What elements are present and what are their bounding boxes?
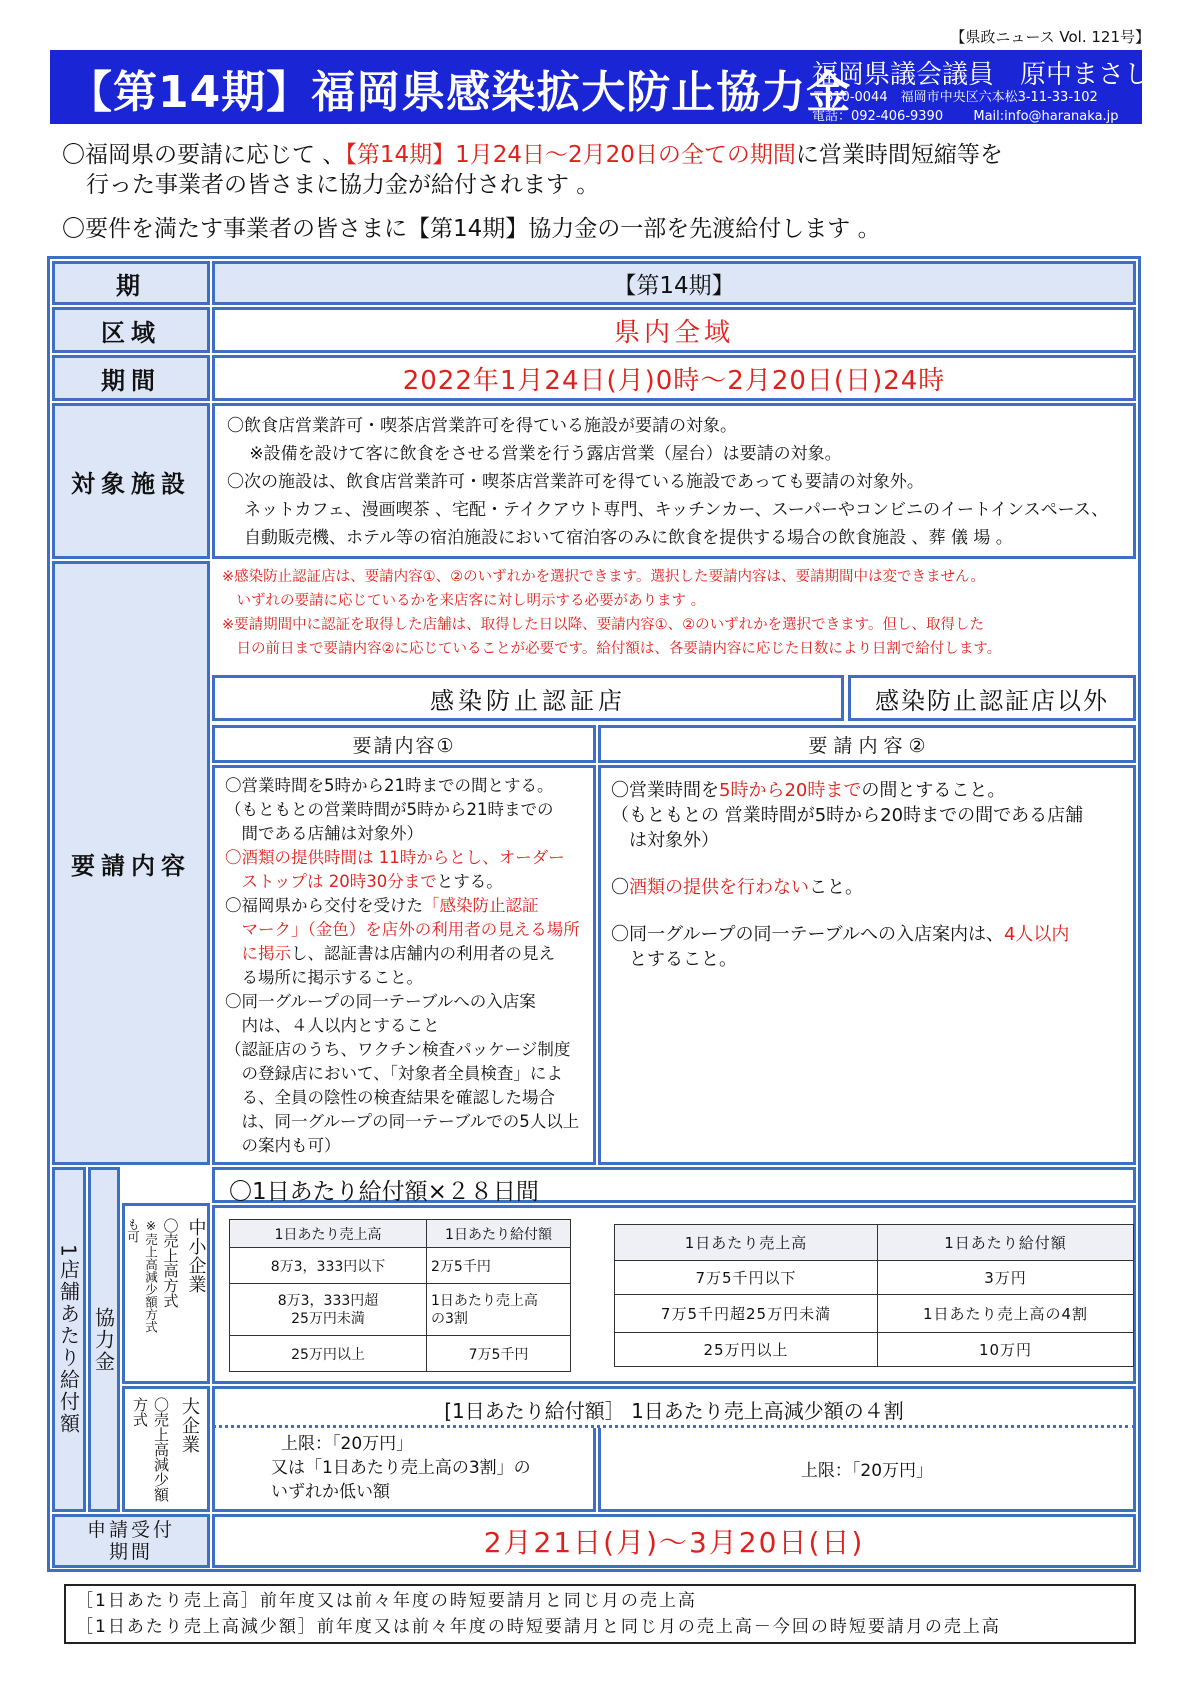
payment-side-label: 1店舗あたり給付額: [52, 1167, 86, 1512]
daily-rule-box: [212, 1167, 1136, 1203]
request-label: 要請内容: [52, 561, 210, 1165]
daily-rule: 〇1日あたり給付額×２８日間: [229, 1179, 539, 1205]
period-label: 期: [52, 261, 210, 305]
period-value: 【第14期】: [212, 261, 1136, 305]
issue-label: 【県政ニュース Vol. 121号】: [950, 28, 1150, 46]
cap1-box: [212, 1428, 596, 1512]
author-contact: [812, 105, 1119, 124]
intro-line-3: 〇要件を満たす事業者の皆さまに【第14期】協力金の一部を先渡給付します 。: [62, 216, 881, 242]
req1-text: 〇営業時間を5時から21時までの間とする。 （もともとの営業時間が5時から21時までの 間である店舗は対象外） 〇酒類の提供時間は 11時からとし、オーダー ストップは 20時30分までとする。 〇福岡県から交付を受けた「感染防止認証 マーク」（金色）を店外の利用者の見える場所 に掲示し、認証書は店舗内の利用者の見え る場所に掲示すること。 〇同一グループの同一テーブルへの入店案 内は、４人以内とすること （認証店のうち、ワクチン検査パッケージ制度 の登録店において、「対象者全員検査」によ る、全員の陰性の検査結果を確認した場合 は、同一グループの同一テーブルでの5人以上 の案内も可）: [225, 776, 580, 1155]
facility-label: 対象施設: [52, 403, 210, 559]
sme-table-other: 1日あたり売上高 1日あたり給付額 7万5千円以下 3万円 7万5千円超25万円未満 1日あたり売上高の4割 25万円以上 10万円: [614, 1224, 1134, 1367]
large-label-box: [122, 1386, 210, 1512]
facility-text: 〇飲食店営業許可・喫茶店営業許可を得ている施設が要請の対象。 ※設備を設けて客に飲食をさせる営業を行う露店営業（屋台）は要請の対象。 〇次の施設は、飲食店営業許可・喫茶店営業許可を得ている施設であっても要請の対象外。 ネットカフェ、漫画喫茶 、宅配・テイクアウト専門、キッチンカー、スーパーやコンビニのイートインスペース、 自動販売機、ホテル等の宿泊施設において宿泊客のみに飲食を提供する場合の飲食施設 、葬 儀 場 。: [227, 416, 1109, 548]
author-phone: 電話：092-406-9390: [812, 109, 944, 124]
large-rule: [1日あたり給付額］ 1日あたり売上高減少額の４割: [444, 1399, 904, 1423]
req1-title: 要請内容①: [212, 725, 596, 763]
certified-heading: 感染防止認証店: [212, 675, 844, 721]
definitions-box: [64, 1584, 1136, 1644]
large-rule-box: [212, 1386, 1136, 1428]
author-name: 福岡県議会議員 原中まさし: [812, 60, 1151, 90]
intro-line-2: 行った事業者の皆さまに協力金が給付されます 。: [86, 172, 600, 198]
req1-box: [212, 765, 596, 1165]
definition-sales: ［1日あたり売上高］前年度又は前々年度の時短要請月と同じ月の売上高: [76, 1591, 697, 1611]
area-value: 県内全域: [212, 307, 1136, 353]
term-label: 期間: [52, 355, 210, 401]
area-label: 区域: [52, 307, 210, 353]
apply-value: 2月21日(月)～3月20日(日): [212, 1514, 1136, 1568]
page-title: 【第14期】福岡県感染拡大防止協力金: [68, 67, 852, 118]
author-mail: Mail:info@haranaka.jp: [973, 109, 1119, 124]
cap1-text: 上限：「20万円」 又は「1日あたり売上高の3割」の いずれか低い額: [271, 1434, 531, 1502]
req2-box: [598, 765, 1136, 1165]
request-notes: ※感染防止認証店は、要請内容①、②のいずれかを選択できます。選択した要請内容は、要請期間中は変できません。 いずれの要請に応じているかを来店客に対し明示する必要があります 。 ※要請期間中に認証を取得した店舗は、取得した日以降、要請内容①、②のいずれかを選択できます。但し、取得した 日の前日まで要請内容②に応じていることが必要です。給付額は、各要請内容に応じた日数により日割で給付します。: [222, 569, 1002, 657]
definition-decrease: ［1日あたり売上高減少額］前年度又は前々年度の時短要請月と同じ月の売上高－今回の時短要請月の売上高: [76, 1617, 1001, 1637]
sme-label-box: [122, 1203, 210, 1384]
sme-label: 中小企業: [185, 1218, 207, 1294]
facility-box: [212, 403, 1136, 559]
header-banner: [50, 50, 1151, 124]
apply-label: 申請受付 期間: [52, 1514, 210, 1568]
req2-text: 〇営業時間を5時から20時までの間とすること。 （もともとの 営業時間が5時から20時までの間である店舗 は対象外） 〇酒類の提供を行わないこと。 〇同一グループの同一テーブルへの入店案内は、4人以内 とすること。: [611, 780, 1084, 970]
cap2-box: 上限：「20万円」: [598, 1428, 1136, 1512]
term-value: 2022年1月24日(月)0時～2月20日(日)24時: [212, 355, 1136, 401]
sme-table-certified: 1日あたり売上高 1日あたり給付額 8万3，333円以下 2万5千円 8万3，333円超 25万円未満 1日あたり売上高 の3割 25万円以上 7万5千円: [229, 1219, 571, 1372]
non-certified-heading: 感染防止認証店以外: [848, 675, 1136, 721]
req2-title: 要 請 内 容 ②: [598, 725, 1136, 763]
large-method: 〇売上高減少額方式: [131, 1397, 170, 1502]
intro-line-1: 〇福岡県の要請に応じて 、【第14期】1月24日～2月20日の全ての期間に営業時間短縮等を: [62, 142, 1003, 168]
sme-method: 〇売上高方式: [161, 1218, 180, 1308]
large-label: 大企業: [179, 1397, 200, 1454]
sme-note: ※売上高減少額方式も可: [125, 1218, 159, 1333]
author-address: 〒810-0044 福岡市中央区六本松3-11-33-102: [812, 90, 1098, 105]
kyoryokukin-label: 協力金: [88, 1167, 120, 1512]
